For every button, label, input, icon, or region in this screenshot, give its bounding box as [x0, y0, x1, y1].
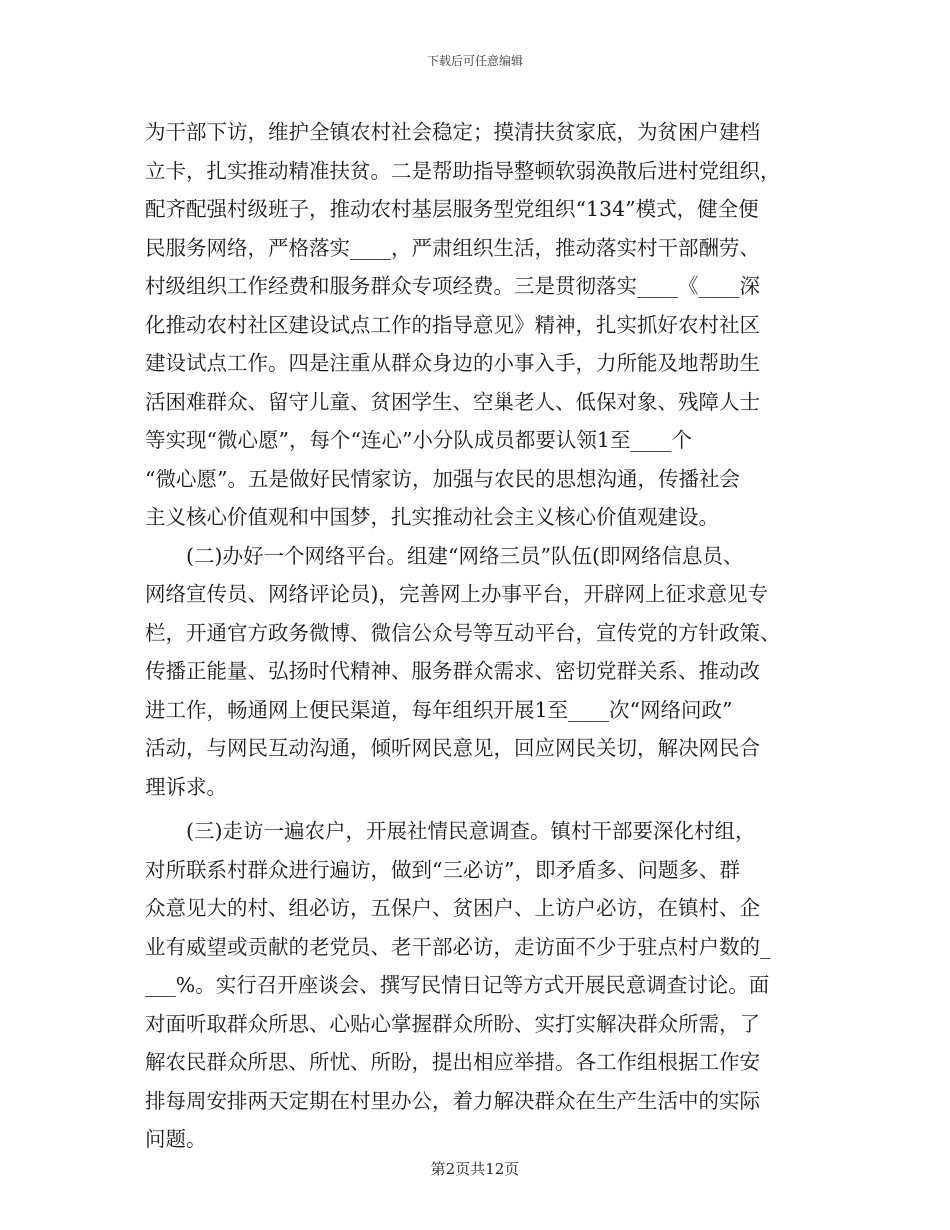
page-header: 下载后可任意编辑 [426, 54, 523, 68]
text-line: 理诉求。 [145, 774, 227, 799]
paragraph-1 [145, 113, 805, 537]
text-line: 立卡，扎实推动精准扶贫。二是帮助指导整顿软弱涣散后进村党组织， [145, 158, 781, 183]
text-line: 建设试点工作。四是注重从群众身边的小事入手，力所能及地帮助生 [145, 351, 760, 375]
text-line: 活动，与网民互动沟通，倾听网民意见，回应网民关切，解决网民合 [145, 736, 760, 760]
text-line: 排每周安排两天定期在村里办公，着力解决群众在生产生活中的实际 [145, 1088, 760, 1113]
text-line: (三)走访一遍农户，开展社情民意调查。镇村干部要深化村组， [186, 819, 756, 843]
text-line: 村级组织工作经费和服务群众专项经费。三是贯彻落实____《____深 [145, 274, 760, 298]
text-line: 传播正能量、弘扬时代精神、服务群众需求、密切党群关系、推动改 [145, 659, 760, 683]
text-line: ___%。实行召开座谈会、撰写民情日记等方式开展民意调查讨论。面 [145, 973, 770, 997]
text-line: 配齐配强村级班子，推动农村基层服务型党组织“134”模式，健全便 [145, 197, 759, 221]
paragraph-2 [145, 537, 805, 807]
text-line: 等实现“微心愿”，每个“连心”小分队成员都要认领1至____个 [145, 428, 692, 452]
text-line: 对所联系村群众进行遍访，做到“三必访”，即矛盾多、问题多、群 [145, 857, 740, 882]
text-line: 解农民群众所思、所忧、所盼，提出相应举措。各工作组根据工作安 [145, 1050, 760, 1074]
text-line: 栏，开通官方政务微博、微信公众号等互动平台，宣传党的方针政策、 [145, 620, 781, 645]
text-line: 众意见大的村、组必访，五保户、贫困户、上访户必访，在镇村、企 [145, 896, 760, 920]
text-line: 进工作，畅通网上便民渠道，每年组织开展1至____次“网络问政” [145, 697, 733, 722]
text-line: “微心愿”。五是做好民情家访，加强与农民的思想沟通，传播社会 [145, 466, 740, 491]
text-line: 业有威望或贡献的老党员、老干部必访，走访面不少于驻点村户数的_ [145, 934, 771, 959]
page-number: 第2页共12页 [430, 1160, 520, 1178]
text-line: 网络宣传员、网络评论员)，完善网上办事平台，开辟网上征求意见专 [145, 582, 768, 606]
text-line: 民服务网络，严格落实____，严肃组织生活，推动落实村干部酬劳、 [145, 235, 760, 260]
text-line: 活困难群众、留守儿童、贫困学生、空巢老人、低保对象、残障人士 [145, 389, 760, 414]
paragraph-3 [145, 812, 805, 1159]
text-line: 化推动农村社区建设试点工作的指导意见》精神，扎实抓好农村社区 [145, 312, 760, 337]
text-line: 问题。 [145, 1127, 207, 1151]
text-line: (二)办好一个网络平台。组建“网络三员”队伍(即网络信息员、 [186, 543, 744, 568]
text-line: 主义核心价值观和中国梦，扎实推动社会主义核心价值观建设。 [145, 505, 719, 529]
document-body [145, 113, 805, 1159]
text-line: 为干部下访，维护全镇农村社会稳定；摸清扶贫家底，为贫困户建档 [145, 120, 760, 144]
text-line: 对面听取群众所思、心贴心掌握群众所盼、实打实解决群众所需，了 [145, 1011, 760, 1036]
